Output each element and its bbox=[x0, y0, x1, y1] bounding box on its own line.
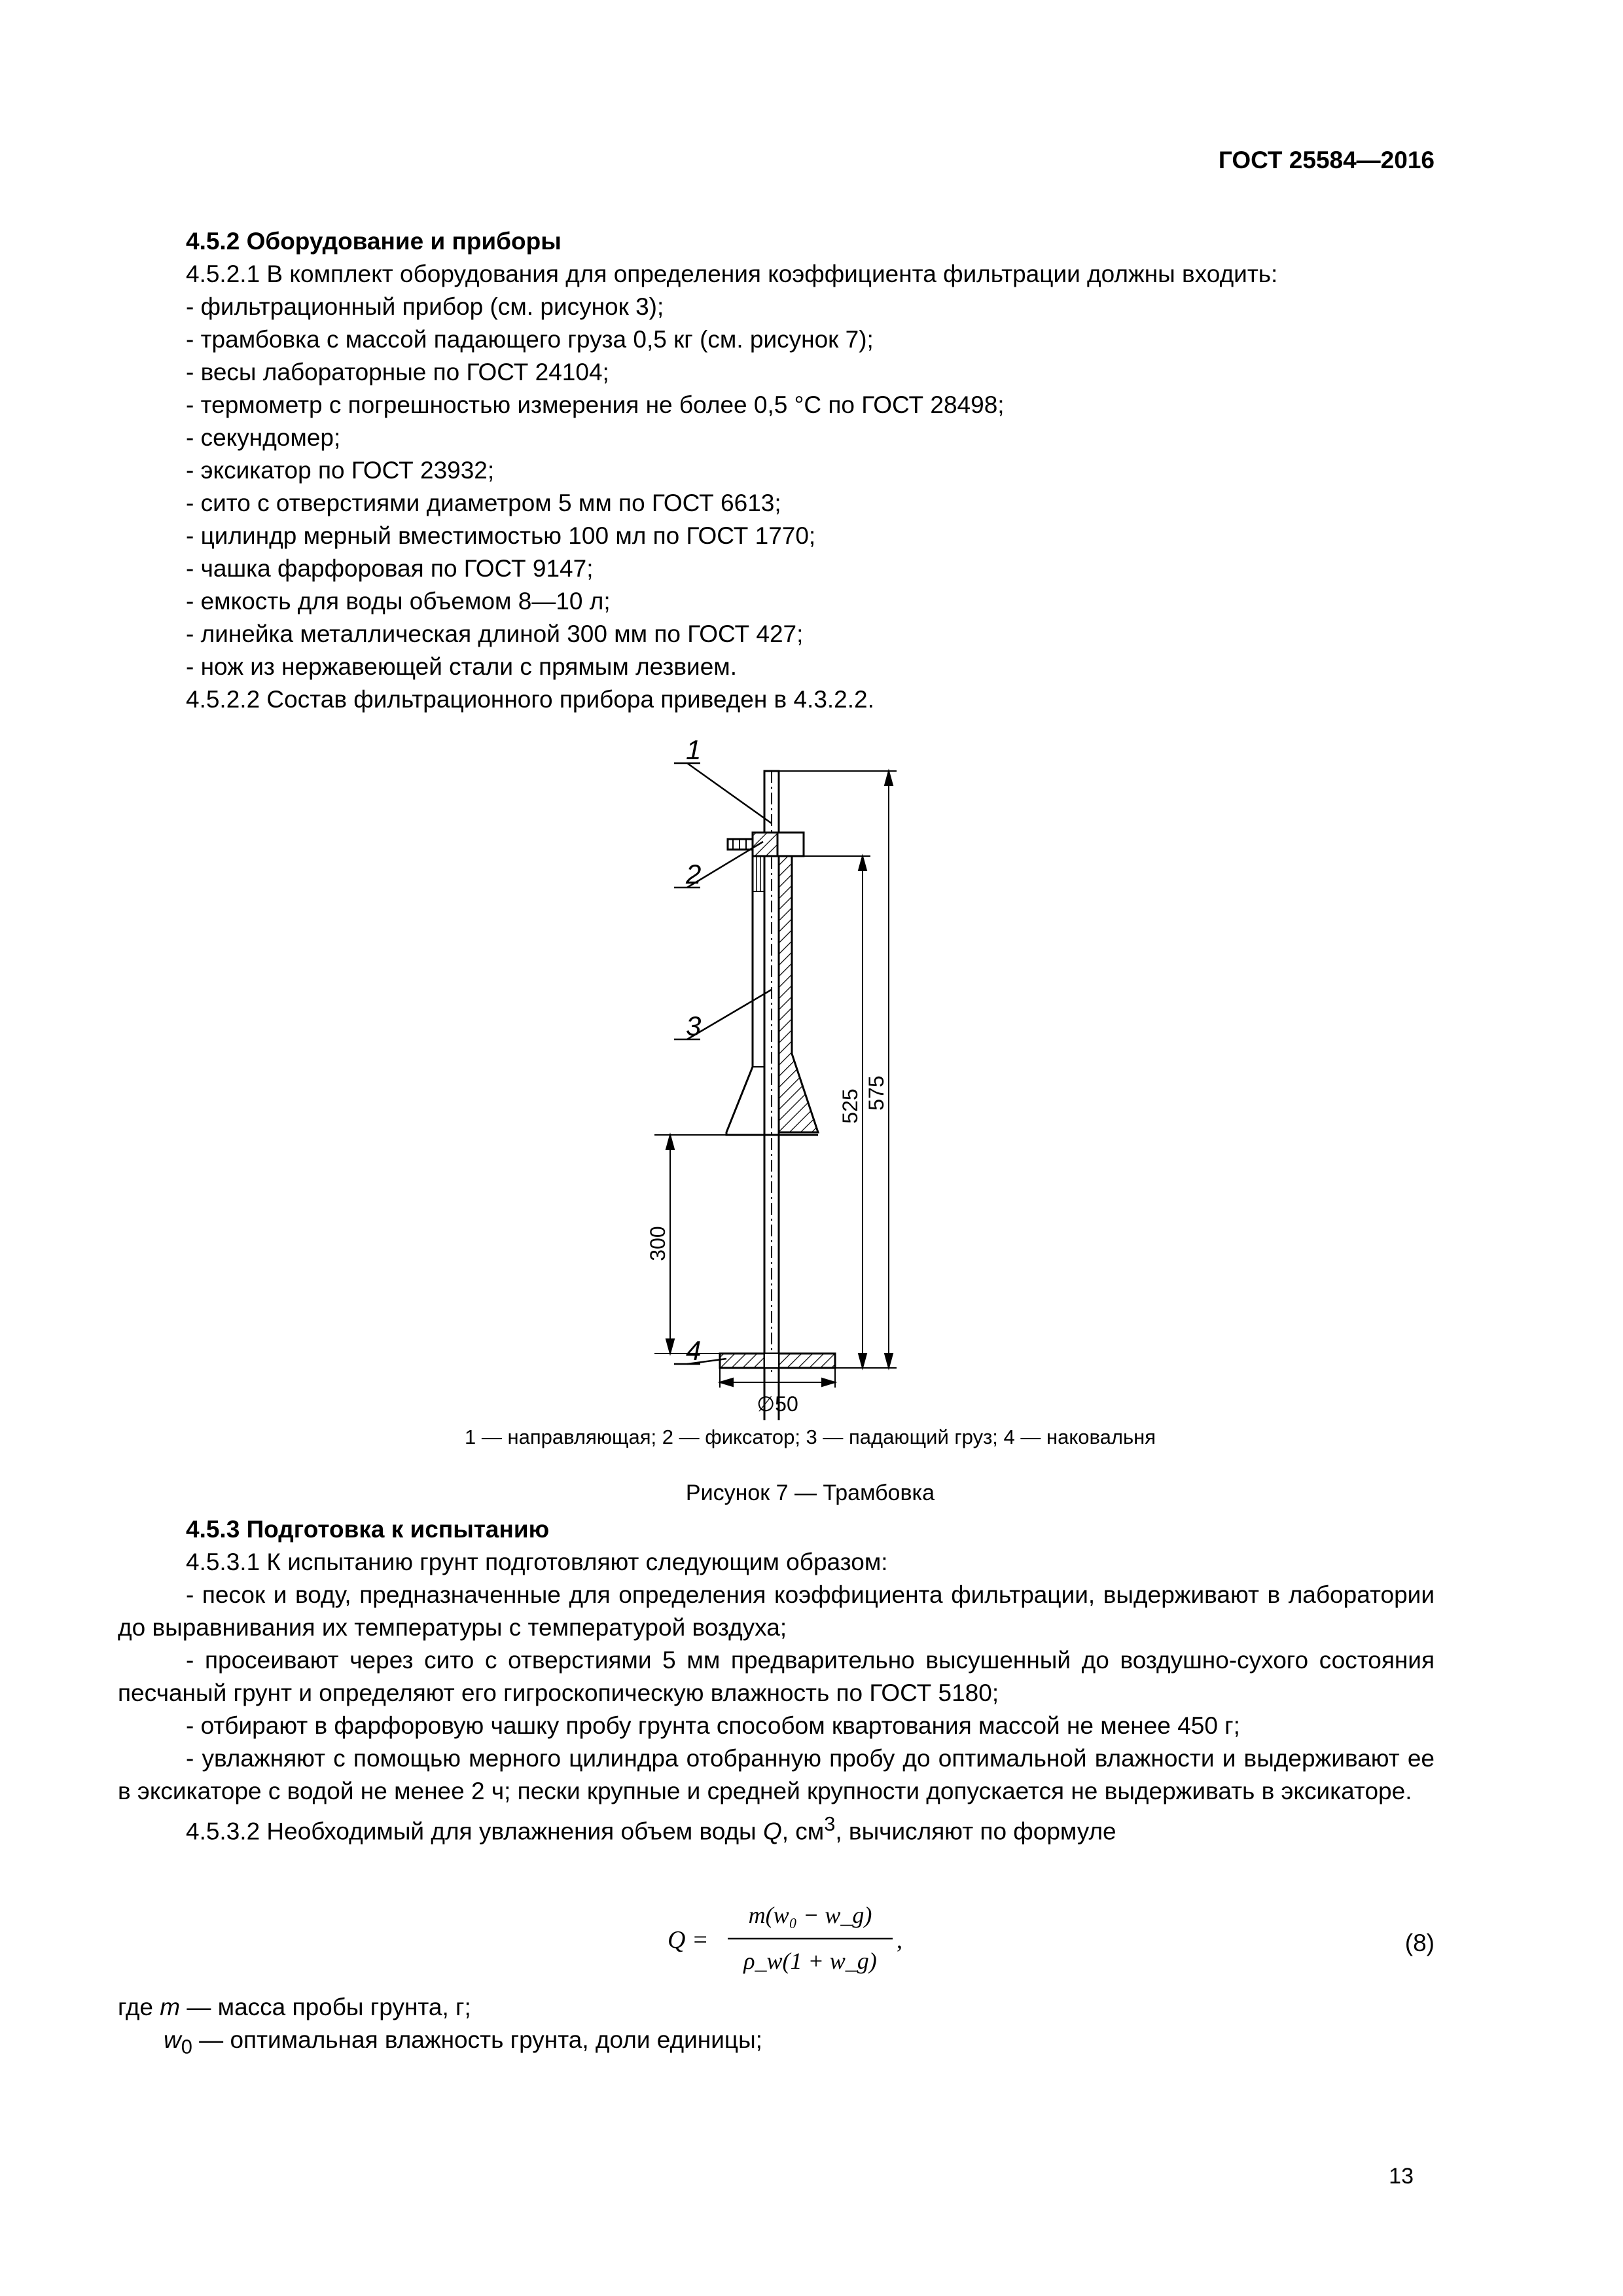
equipment-list bbox=[186, 291, 1435, 683]
variable-m: где m — масса пробы грунта, г; bbox=[118, 1994, 471, 2020]
formula-denominator: ρ_w(1 + w_g) bbox=[743, 1948, 877, 1974]
list-item: - секундомер; bbox=[186, 424, 341, 451]
list-item: - увлажняют с помощью мерного цилиндра отобранную пробу до оптимальной влажности и выдерживают ее в эксикаторе с водой не менее 2 ч; пески крупные и средней крупности допускается не выдерживать в эксикаторе. bbox=[118, 1745, 1435, 1804]
paragraph: 4.5.3.1 К испытанию грунт подготовляют следующим образом: bbox=[186, 1549, 888, 1575]
formula-comma: , bbox=[897, 1927, 902, 1953]
paragraph-formula-intro: 4.5.3.2 Необходимый для увлажнения объем воды Q, $см^3$, вычисляют по формуле bbox=[186, 1812, 1116, 1845]
list-item: - чашка фарфоровая по ГОСТ 9147; bbox=[186, 555, 594, 582]
list-item: - нож из нержавеющей стали с прямым лезвием. bbox=[186, 653, 738, 680]
list-item: - просеивают через сито с отверстиями 5 мм предварительно высушенный до воздушно-сухого состояния песчаный грунт и определяют его гигроскопическую влажность по ГОСТ 5180; bbox=[118, 1647, 1435, 1706]
figure-legend: 1 — направляющая; 2 — фиксатор; 3 — падающий груз; 4 — наковальня bbox=[465, 1426, 1156, 1448]
list-item: - емкость для воды объемом 8—10 л; bbox=[186, 588, 611, 615]
equation-number: (8) bbox=[1404, 1929, 1435, 1956]
variables-explanation bbox=[118, 1991, 1435, 2063]
section-title: 4.5.2 Оборудование и приборы bbox=[186, 228, 562, 255]
rammer-drawing bbox=[628, 726, 903, 1420]
paragraph: 4.5.2.2 Состав фильтрационного прибора приведен в 4.3.2.2. bbox=[186, 686, 874, 713]
list-item: - сито с отверстиями диаметром 5 мм по ГОСТ 6613; bbox=[186, 490, 781, 516]
figure-caption: Рисунок 7 — Трамбовка bbox=[685, 1480, 935, 1505]
document-code: ГОСТ 25584—2016 bbox=[1218, 147, 1435, 173]
dim-300: 300 bbox=[646, 1226, 669, 1261]
guide-rod bbox=[764, 771, 779, 1420]
fixator-clamp bbox=[728, 833, 804, 856]
callout-1: 1 bbox=[686, 734, 702, 765]
dim-575: 575 bbox=[865, 1075, 888, 1111]
formula-lhs: Q = bbox=[668, 1926, 709, 1954]
list-item: - песок и воду, предназначенные для определения коэффициента фильтрации, выдерживают в лаборатории до выравнивания их температуры с температурой воздуха; bbox=[118, 1581, 1435, 1641]
list-item: - фильтрационный прибор (см. рисунок 3); bbox=[186, 293, 664, 320]
section-4-5-3 bbox=[118, 1513, 1435, 1848]
paragraph: 4.5.2.1 В комплект оборудования для определения коэффициента фильтрации должны входить: bbox=[186, 260, 1278, 287]
list-item: - цилиндр мерный вместимостью 100 мл по ГОСТ 1770; bbox=[186, 522, 816, 549]
formula-graphic bbox=[654, 1892, 929, 1990]
formula-8 bbox=[654, 1892, 929, 1990]
preparation-list bbox=[118, 1579, 1435, 1808]
section-4-5-2 bbox=[186, 225, 1435, 716]
formula-numerator: m(w₀ − w_g) bbox=[748, 1902, 872, 1928]
list-item: - отбирают в фарфоровую чашку пробу грунта способом квартования массой не менее 450 г; bbox=[186, 1712, 1240, 1739]
anvil bbox=[720, 1354, 835, 1368]
dim-525: 525 bbox=[838, 1088, 862, 1124]
page-number: 13 bbox=[1389, 2164, 1414, 2189]
variable-w0: $w_0$ — оптимальная влажность грунта, доли единицы; bbox=[164, 2026, 762, 2058]
list-item: - линейка металлическая длиной 300 мм по ГОСТ 427; bbox=[186, 620, 804, 647]
callout-2: 2 bbox=[686, 859, 702, 889]
section-title: 4.5.3 Подготовка к испытанию bbox=[186, 1516, 550, 1543]
callout-3: 3 bbox=[686, 1011, 702, 1041]
list-item: - эксикатор по ГОСТ 23932; bbox=[186, 457, 495, 484]
callout-4: 4 bbox=[686, 1335, 702, 1366]
list-item: - трамбовка с массой падающего груза 0,5 кг (см. рисунок 7); bbox=[186, 326, 874, 353]
list-item: - весы лабораторные по ГОСТ 24104; bbox=[186, 359, 609, 386]
list-item: - термометр с погрешностью измерения не более 0,5 °С по ГОСТ 28498; bbox=[186, 391, 1005, 418]
dim-diameter-50: ∅50 bbox=[757, 1392, 798, 1416]
